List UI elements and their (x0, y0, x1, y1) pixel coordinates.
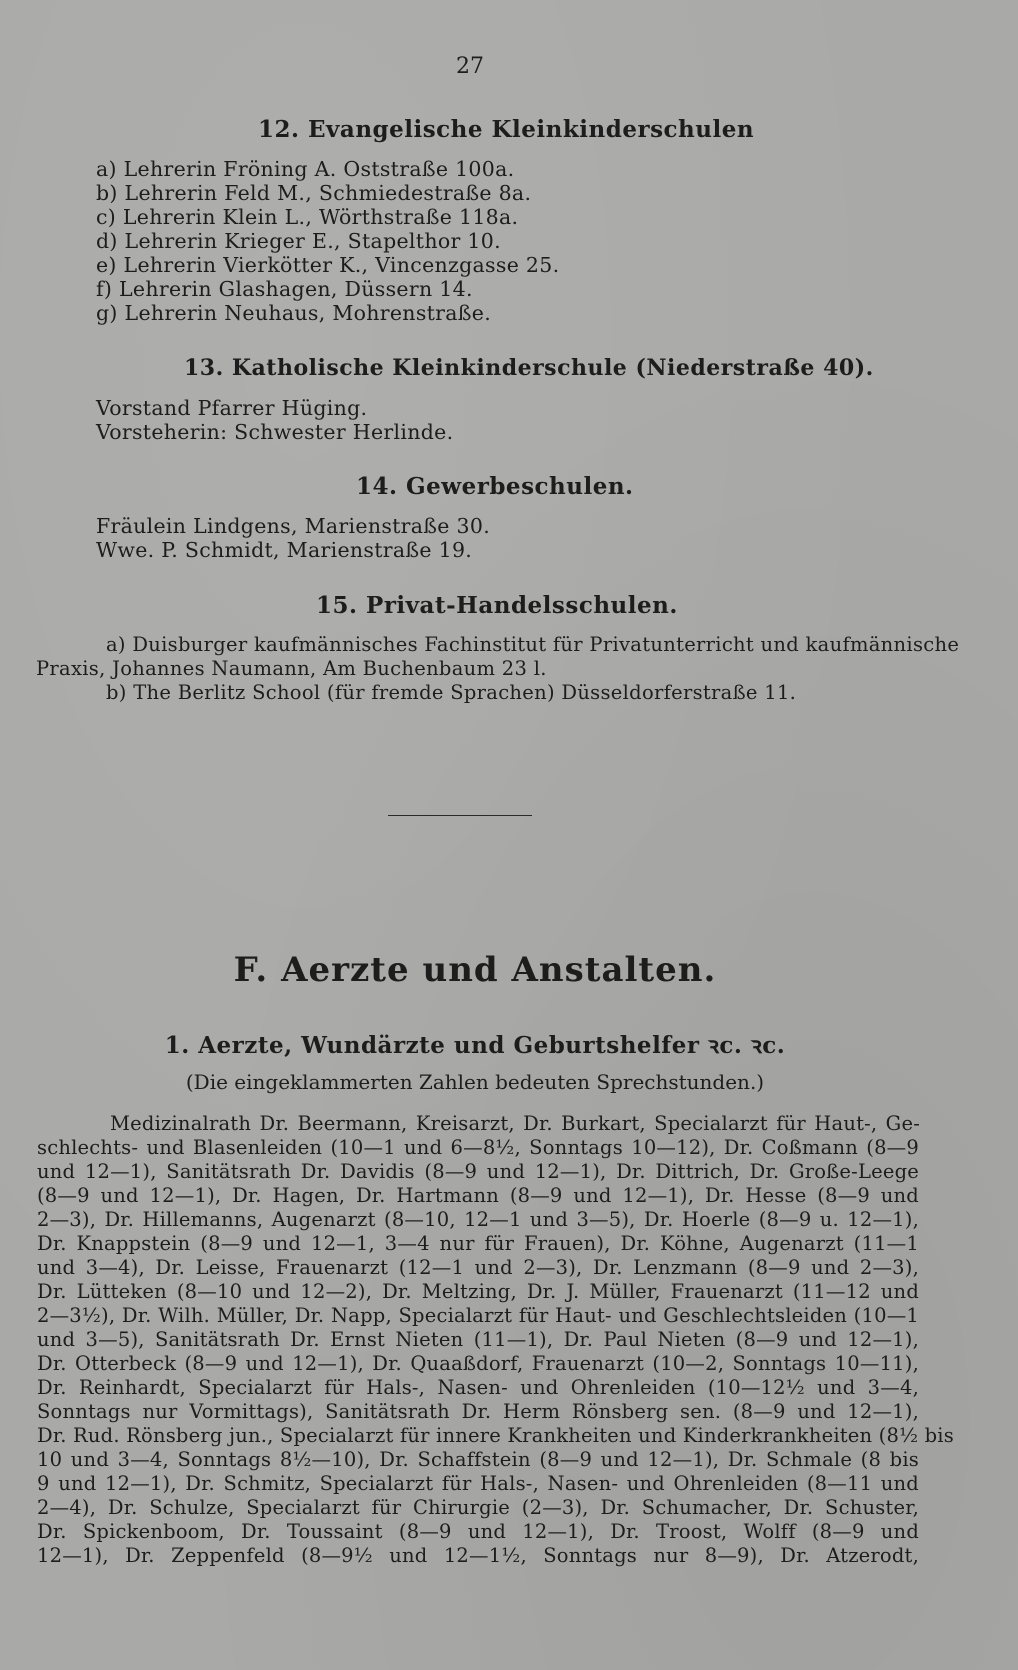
section-12-line-e: e) Lehrerin Vierkötter K., Vincenzgasse 25. (96, 253, 560, 277)
paragraph-line: (8—9 und 12—1), Dr. Hagen, Dr. Hartmann (8—9 und 12—1), Dr. Hesse (8—9 und (37, 1184, 919, 1207)
paragraph-line: Sonntags nur Vormittags), Sanitätsrath Dr. Herm Rönsberg sen. (8—9 und 12—1), (37, 1400, 919, 1423)
chapter-note: (Die eingeklammerten Zahlen bedeuten Sprechstunden.) (185, 1070, 765, 1094)
paragraph-line: und 12—1), Sanitätsrath Dr. Davidis (8—9 und 12—1), Dr. Dittrich, Dr. Große-Leege (37, 1160, 919, 1183)
section-12-line-g: g) Lehrerin Neuhaus, Mohrenstraße. (96, 301, 492, 325)
paragraph-line: und 3—4), Dr. Leisse, Frauenarzt (12—1 und 2—3), Dr. Lenzmann (8—9 und 2—3), (37, 1256, 919, 1279)
paragraph-line: Dr. Knappstein (8—9 und 12—1, 3—4 nur für Frauen), Dr. Köhne, Augenarzt (11—1 (37, 1232, 919, 1255)
section-12-line-b: b) Lehrerin Feld M., Schmiedestraße 8a. (96, 181, 532, 205)
paragraph-line: 2—3½), Dr. Wilh. Müller, Dr. Napp, Specialarzt für Haut- und Geschlechtsleiden (10—1 (37, 1304, 919, 1327)
paragraph-line: Medizinalrath Dr. Beermann, Kreisarzt, Dr. Burkart, Specialarzt für Haut-, Ge- (110, 1112, 920, 1135)
section-15-line-b: b) The Berlitz School (für fremde Sprachen) Düsseldorferstraße 11. (106, 681, 797, 704)
section-divider (388, 815, 532, 816)
section-14-line-2: Wwe. P. Schmidt, Marienstraße 19. (96, 538, 473, 562)
section-13-heading: 13. Katholische Kleinkinderschule (Niederstraße 40). (184, 355, 874, 381)
section-12-line-d: d) Lehrerin Krieger E., Stapelthor 10. (96, 229, 501, 253)
paragraph-line: Dr. Rud. Rönsberg jun., Specialarzt für innere Krankheiten und Kinderkrankheiten (8½ bis (37, 1424, 954, 1447)
paragraph-line: 12—1), Dr. Zeppenfeld (8—9½ und 12—1½, Sonntags nur 8—9), Dr. Atzerodt, (37, 1544, 919, 1567)
paragraph-line: 9 und 12—1), Dr. Schmitz, Specialarzt für Hals-, Nasen- und Ohrenleiden (8—11 und (37, 1472, 919, 1495)
section-14-heading: 14. Gewerbeschulen. (356, 473, 634, 500)
section-12-line-f: f) Lehrerin Glashagen, Düssern 14. (96, 277, 473, 301)
paragraph-line: 2—3), Dr. Hillemanns, Augenarzt (8—10, 12—1 und 3—5), Dr. Hoerle (8—9 u. 12—1), (37, 1208, 919, 1231)
paragraph-line: 10 und 3—4, Sonntags 8½—10), Dr. Schaffstein (8—9 und 12—1), Dr. Schmale (8 bis (37, 1448, 919, 1471)
section-15-heading: 15. Privat-Handelsschulen. (316, 592, 678, 619)
paragraph-line: 2—4), Dr. Schulze, Specialarzt für Chirurgie (2—3), Dr. Schumacher, Dr. Schuster, (37, 1496, 919, 1519)
chapter-title: F. Aerzte und Anstalten. (233, 950, 717, 990)
section-12-heading: 12. Evangelische Kleinkinderschulen (258, 116, 755, 143)
section-13-line-1: Vorstand Pfarrer Hüging. (96, 396, 368, 420)
section-15-line-a-cont: Praxis, Johannes Naumann, Am Buchenbaum 23 l. (36, 657, 547, 680)
paragraph-line: schlechts- und Blasenleiden (10—1 und 6—8½, Sonntags 10—12), Dr. Coßmann (8—9 (37, 1136, 919, 1159)
section-12-line-a: a) Lehrerin Fröning A. Oststraße 100a. (96, 157, 515, 181)
section-12-line-c: c) Lehrerin Klein L., Wörthstraße 118a. (96, 205, 519, 229)
section-13-line-2: Vorsteherin: Schwester Herlinde. (96, 420, 454, 444)
paragraph-line: Dr. Reinhardt, Specialarzt für Hals-, Nasen- und Ohrenleiden (10—12½ und 3—4, (37, 1376, 919, 1399)
paragraph-line: und 3—5), Sanitätsrath Dr. Ernst Nieten (11—1), Dr. Paul Nieten (8—9 und 12—1), (37, 1328, 919, 1351)
section-15-line-a: a) Duisburger kaufmännisches Fachinstitut für Privatunterricht und kaufmännische (106, 633, 960, 656)
paragraph-line: Dr. Otterbeck (8—9 und 12—1), Dr. Quaaßdorf, Frauenarzt (10—2, Sonntags 10—11), (37, 1352, 919, 1375)
section-14-line-1: Fräulein Lindgens, Marienstraße 30. (96, 514, 491, 538)
paragraph-line: Dr. Lütteken (8—10 und 12—2), Dr. Meltzing, Dr. J. Müller, Frauenarzt (11—12 und (37, 1280, 919, 1303)
page-number: 27 (456, 54, 484, 79)
paragraph-line: Dr. Spickenboom, Dr. Toussaint (8—9 und 12—1), Dr. Troost, Wolff (8—9 und (37, 1520, 919, 1543)
chapter-subtitle: 1. Aerzte, Wundärzte und Geburtshelfer ꝛc. ꝛc. (164, 1032, 786, 1059)
